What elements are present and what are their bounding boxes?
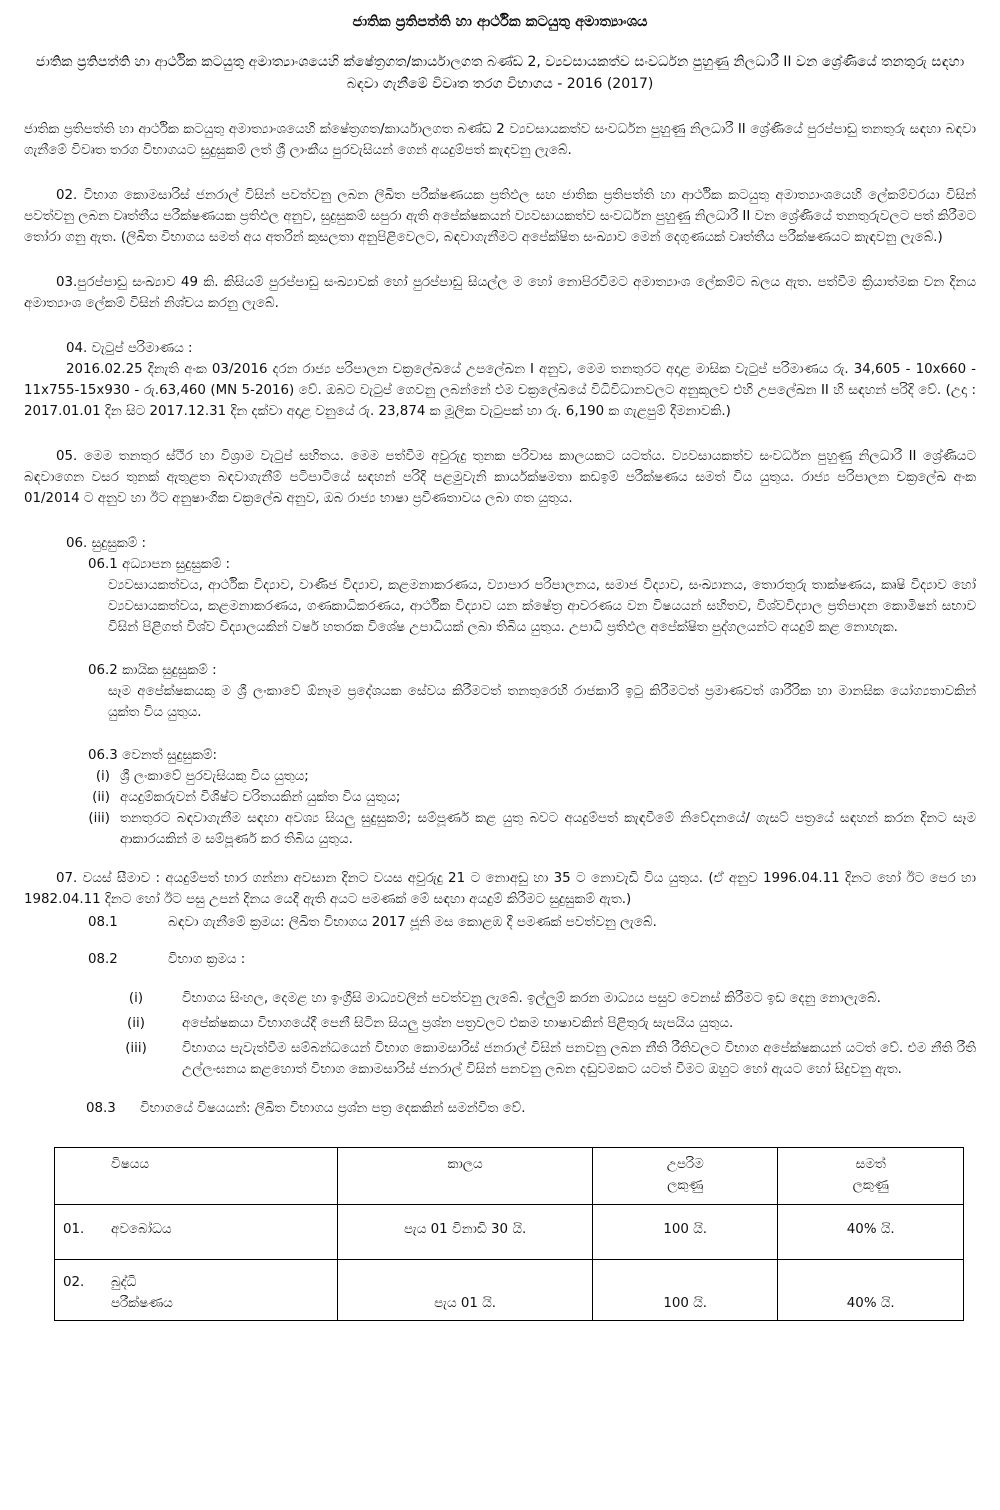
- list-item-number: (iii): [88, 811, 110, 826]
- section-number: 08.3: [86, 1101, 116, 1116]
- row-number: 02.: [63, 1275, 85, 1290]
- list-item-number: (ii): [92, 790, 110, 805]
- section-082: [24, 949, 976, 970]
- table-header-row: [55, 1148, 964, 1205]
- list-item-text: විභාගය සිංහල, දෙමළ හා ඉංග්‍රීසි මාධ්‍යවලින් පවත්වනු ලැබේ. ඉල්ලුම් කරන මාධ්‍යය පසුව වෙනස් කිරීමට ඉඩ දෙනු නොලැබේ.: [182, 991, 881, 1006]
- section-04-heading: 04. වැටුප් පරිමාණය :: [66, 341, 193, 356]
- section-04-body: 2016.02.25 දිනැති අංක 03/2016 දරන රාජ්‍ය පරිපාලන චක්‍රලේඛයේ උපලේඛන I අනුව, මෙම තනතුරට අදාළ මාසික වැටුප් පරිමාණය රු. 34,605 - 10x660 - 11x755-15x930 - රු.63,460 (MN 5-2016) වේ. ඔබට වැටුප් ගෙවනු ලබන්නේ එම චක්‍රලේඛයේ විධිවිධානවලට අනුකූලව එහි උපලේඛන II හි සඳහන් පරිදි වේ. (උදා : 2017.01.01 දින සිට 2017.12.31 දින දක්වා අදාළ වනුයේ රු. 23,874 ක මූලික වැටුපක් හා රු. 6,190 ක ගැළපුම් දීමනාවකි.): [24, 362, 976, 419]
- ministry-title: ජාතික ප්‍රතිපත්ති හා ආර්ථික කටයුතු අමාත්‍යාංශය: [352, 14, 648, 30]
- list-item: [24, 787, 976, 808]
- table-row: [55, 1260, 964, 1321]
- section-number: 08.1: [88, 915, 118, 930]
- list-item-text: තනතුරට බඳවාගැනීම සඳහා අවශ්‍ය සියලු සුදුසුකම්; සම්පූර්ණ කළ යුතු බවට අයදුම්පත් කැඳවීමේ නිවේදනයේ/ ගැසට් පත්‍රයේ සඳහන් කරන දිනට සෑම ආකාරයකින් ම සම්පූර්ණ කර තිබිය යුතුය.: [120, 811, 976, 847]
- exam-method-list: [24, 988, 976, 1080]
- section-063-heading: 06.3 වෙනත් සුදුසුකම්:: [88, 748, 218, 763]
- list-item-text: අපේක්ෂකයා විභාගයේදී පෙනී සිටින සියලු ප්‍රශ්න පත්‍රවලට එකම භාෂාවකින් පිළිතුරු සැපයිය යුතුය.: [182, 1016, 734, 1031]
- list-item-number: (ii): [127, 1016, 145, 1031]
- section-061-heading: 06.1 අධ්‍යාපන සුදුසුකම් :: [88, 557, 230, 572]
- subject-name: අවබෝධය: [111, 1222, 172, 1237]
- pass-marks-cell: 40% යි.: [778, 1205, 964, 1260]
- section-081-text: බඳවා ගැනීමේ ක්‍රමය: ලිඛිත විභාගය 2017 ජූනි මස කොළඹ දී පමණක් පවත්වනු ලැබේ.: [168, 915, 657, 930]
- list-item: [24, 766, 976, 787]
- section-083: [24, 1098, 976, 1119]
- section-02: 02. විභාග කොමසාරිස් ජනරාල් විසින් පවත්වනු ලබන ලිඛිත පරීක්ෂණයක ප්‍රතිඵල සහ ජාතික ප්‍රතිපත්ති හා ආර්ථික කටයුතු අමාත්‍යාංශයෙහි ලේකම්වරයා විසින් පවත්වනු ලබන වෘත්තීය පරීක්ෂණයක ප්‍රතිඵල අනුව, සුදුසුකම් සපුරා ඇති අපේක්ෂකයන් ව්‍යවසායකත්ව සංවර්ධන පුහුණු නිලධාරී II වන ශ්‍රේණියේ තනතුරුවලට පත් කිරීමට තෝරා ගනු ඇත. (ලිඛිත විභාගය සමත් අය අතරින් කුසලතා අනුපිළිවෙලට, බඳවාගැනීමට අපේක්ෂිත සංඛ්‍යාව මෙන් දෙගුණයක් වෘත්තීය පරීක්ෂණයට කැඳවනු ලැබේ.): [24, 188, 976, 245]
- list-item-text: විභාගය පැවැත්වීම සම්බන්ධයෙන් විභාග කොමසාරිස් ජනරාල් විසින් පනවනු ලබන නීති රීතිවලට විභාග අපේක්ෂකයන් යටත් වේ. එම නීති රීති උල්ලංඝනය කළහොත් විභාග කොමසාරිස් ජනරාල් විසින් පනවනු ලබන දඬුවමකට යටත් වීමට ඔහුට හෝ ඇයට හෝ සිදුවනු ඇත.: [182, 1041, 976, 1077]
- list-item-text: අයදුම්කරුවන් විශිෂ්ට චරිතයකින් යුක්ත විය යුතුය;: [120, 790, 401, 805]
- list-item-text: ශ්‍රී ලංකාවේ පුරවැසියකු විය යුතුය;: [120, 769, 309, 784]
- list-item-number: (i): [128, 991, 144, 1006]
- section-06: [24, 533, 976, 850]
- section-number: 08.2: [88, 952, 118, 967]
- exam-title: ජාතික ප්‍රතිපත්ති හා ආර්ථික කටයුතු අමාත්‍යාංශයෙහි ක්ෂේත්‍රගත/කාර්යාලගත බණ්ඩ 2, ව්‍යවසායකත්ව සංවර්ධන පුහුණු නිලධාරී II වන ශ්‍රේණියේ තනතුරු සඳහා බඳවා ගැනීමේ විවෘත තරග විභාගය - 2016 (2017): [35, 54, 965, 92]
- column-header-pass-marks: සමත් ලකුණු: [778, 1148, 964, 1205]
- column-header-max-marks: උපරිම ලකුණු: [592, 1148, 778, 1205]
- section-083-text: විභාගයේ විෂයයන්: ලිඛිත විභාගය ප්‍රශ්න පත්‍ර දෙකකින් සමන්විත වේ.: [140, 1101, 526, 1116]
- subject-cell: [55, 1260, 338, 1321]
- list-item: [24, 1038, 976, 1080]
- pass-marks-cell: 40% යි.: [778, 1260, 964, 1321]
- exam-subjects-table: [54, 1147, 964, 1321]
- section-062-heading: 06.2 කායික සුදුසුකම් :: [88, 663, 217, 678]
- row-number: 01.: [63, 1222, 85, 1237]
- list-item: [24, 808, 976, 850]
- section-06-heading: 06. සුදුසුකම් :: [66, 536, 147, 551]
- section-05: 05. මෙම තනතුර ස්ථිර හා විශ්‍රාම වැටුප් සහිතය. මෙම පත්වීම අවුරුදු තුනක පරිවාස කාලයකට යටත්ය. ව්‍යවසායකත්ව සංවර්ධන පුහුණු නිලධාරී II ශ්‍රේණියට බඳවාගෙන වසර තුනක් ඇතුළත බඳවාගැනීම් පටිපාටියේ සඳහන් පරිදි පළමුවැනි කාර්යක්ෂමතා කඩඉම් පරීක්ෂණය සමත් විය යුතුය. රාජ්‍ය පරිපාලන චක්‍රලේඛ අංක 01/2014 ට අනුව හා ඊට අනුෂාංගික චක්‍රලේඛ අනුව, ඔබ රාජ්‍ය භාෂා ප්‍රවීණතාවය ලබා ගත යුතුය.: [24, 449, 976, 506]
- subject-cell: [55, 1205, 338, 1260]
- section-062-body: සෑම අපේක්ෂකයකු ම ශ්‍රී ලංකාවේ ඕනෑම ප්‍රදේශයක සේවය කිරීමටත් තනතුරෙහි රාජකාරි ඉටු කිරීමටත් ප්‍රමාණවත් ශාරීරික හා මානසික යෝග්‍යතාවකින් යුක්ත විය යුතුය.: [108, 684, 976, 720]
- column-header-time: කාලය: [338, 1148, 593, 1205]
- section-04: [24, 338, 976, 422]
- time-cell: පැය 01 යි.: [338, 1260, 593, 1321]
- section-081: [24, 912, 976, 933]
- section-082-text: විභාග ක්‍රමය :: [168, 952, 246, 967]
- list-item: [24, 1013, 976, 1034]
- section-061-body: ව්‍යවසායකත්වය, ආර්ථික විද්‍යාව, වාණිජ විද්‍යාව, කළමනාකරණය, ව්‍යාපාර පරිපාලනය, සමාජ විද්‍යාව, සංඛ්‍යානය, තොරතුරු තාක්ෂණය, කෘෂි විද්‍යාව හෝ ව්‍යවසායකත්වය, කළමනාකරණය, ගණකාධිකරණය, ආර්ථික විද්‍යාව යන ක්ෂේත්‍ර ආවරණය වන විෂයයන් සහිතව, විශ්වවිද්‍යාල ප්‍රතිපාදන කොමිෂන් සභාව විසින් පිළිගත් විශ්ව විද්‍යාලයකින් වර්ෂ හතරක විශේෂ උපාධියක් ලබා තිබිය යුතුය. උපාධි ප්‍රතිඵල අපේක්ෂිත පුද්ගලයන්ට අයදුම් කළ නොහැක.: [108, 578, 976, 635]
- table-row: [55, 1205, 964, 1260]
- max-marks-cell: 100 යි.: [592, 1260, 778, 1321]
- time-cell: පැය 01 විනාඩි 30 යි.: [338, 1205, 593, 1260]
- section-03: 03.පුරප්පාඩු සංඛ්‍යාව 49 කි. කිසියම් පුරප්පාඩු සංඛ්‍යාවක් හෝ පුරප්පාඩු සියල්ල ම හෝ නොපිරවීමට අමාත්‍යාංශ ලේකම්ට බලය ඇත. පත්වීම ක්‍රියාත්මක වන දිනය අමාත්‍යාංශ ලේකම් විසින් නිශ්චය කරනු ලැබේ.: [24, 275, 976, 311]
- column-header-subject: විෂයය: [55, 1148, 338, 1205]
- subject-name: බුද්ධි පරීක්ෂණය: [111, 1275, 173, 1311]
- list-item-number: (iii): [125, 1041, 147, 1056]
- section-07: 07. වයස් සීමාව : අයදුම්පත් භාර ගන්නා අවසාන දිනට වයස අවුරුදු 21 ට නොඅඩු හා 35 ට නොවැඩි විය යුතුය. (ඒ අනුව 1996.04.11 දිනට හෝ ඊට පෙර හා 1982.04.11 දිනට හෝ ඊට පසු උපන් දිනය යෙදී ඇති අයට පමණක් මේ සඳහා අයදුම් කිරීමට සුදුසුකම් ඇත.): [24, 871, 976, 907]
- max-marks-cell: 100 යි.: [592, 1205, 778, 1260]
- list-item: [24, 988, 976, 1009]
- intro-paragraph: ජාතික ප්‍රතිපත්ති හා ආර්ථික කටයුතු අමාත්‍යාංශයෙහි ක්ෂේත්‍රගත/කාර්යාලගත බණ්ඩ 2 ව්‍යවසායකත්ව සංවර්ධන පුහුණු නිලධාරී II ශ්‍රේණියේ පුරප්පාඩු තනතුරු සඳහා බඳවා ගැනීමේ විවෘත තරග විභාගයට සුදුසුකම් ලත් ශ්‍රී ලාංකීය පුරවැසියන් ගෙන් අයදුම්පත් කැඳවනු ලැබේ.: [24, 122, 976, 158]
- list-item-number: (i): [95, 769, 110, 784]
